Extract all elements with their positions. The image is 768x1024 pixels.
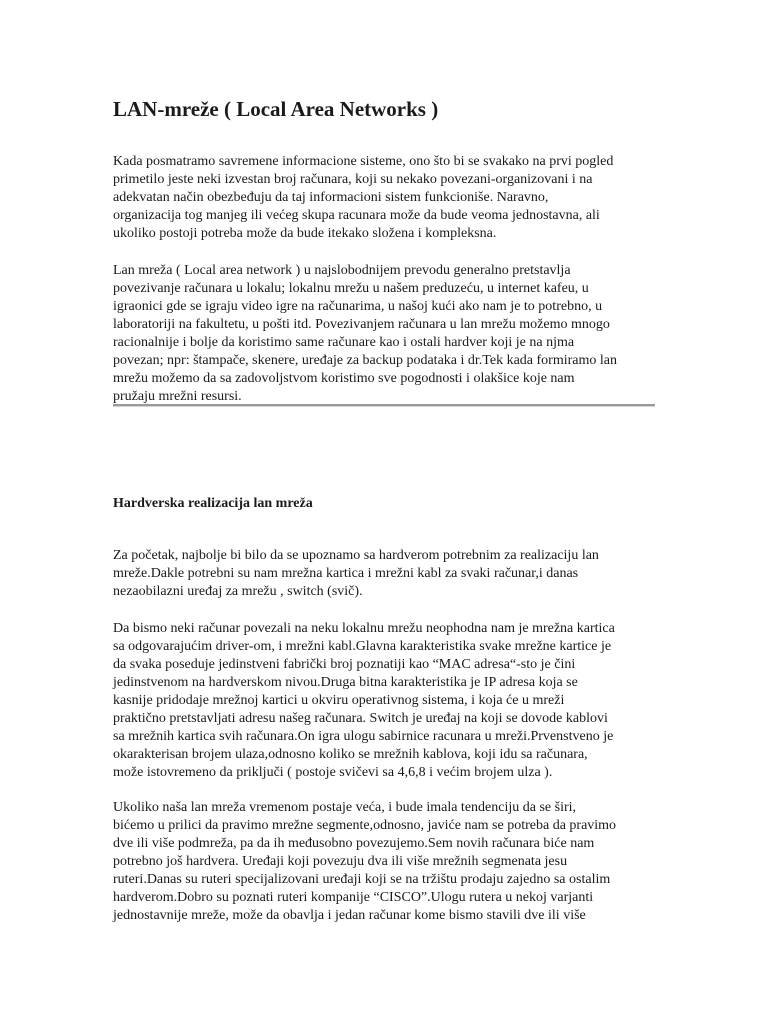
- text-line: Ukoliko naša lan mreža vremenom postaje veća, i bude imala tendenciju da se širi,: [113, 800, 577, 815]
- text-line: hardverom.Dobro su poznati ruteri kompanije “CISCO”.Ulogu rutera u nekoj varjanti: [113, 890, 594, 905]
- text-line: bićemo u prilici da pravimo mrežne segmente,odnosno, javiće nam se potreba da pravimo: [113, 818, 617, 833]
- text-line: sa odgovarajućim driver-om, i mrežni kabl.Glavna karakteristika svake mrežne kartice je: [113, 639, 612, 654]
- text-line: može istovremeno da priključi ( postoje svičevi sa 4,6,8 i većim brojem ulza ).: [113, 765, 553, 780]
- text-line: pružaju mrežni resursi.: [113, 389, 242, 404]
- page-title: LAN-mreže ( Local Area Networks ): [113, 97, 439, 121]
- paragraph-routers: [113, 799, 658, 925]
- text-line: organizacija tog manjeg ili većeg skupa racunara može da bude veoma jednostavna, ali: [113, 208, 600, 223]
- text-line: adekvatan način obezbeđuju da taj informacioni sistem funkcioniše. Naravno,: [113, 190, 549, 205]
- text-line: nezaobilazni uređaj za mrežu , switch (svič).: [113, 584, 363, 599]
- paragraph-lan-definition: [113, 262, 658, 406]
- paragraph-network-card: [113, 620, 658, 782]
- paragraph-intro: [113, 153, 658, 243]
- text-line: da svaka poseduje jedinstveni fabrički broj poznatiji kao “MAC adresa“-sto je čini: [113, 657, 576, 672]
- text-line: Kada posmatramo savremene informacione sisteme, ono što bi se svakako na prvi pogled: [113, 154, 614, 169]
- text-line: sa mrežnih kartica svih računara.On igra ulogu sabirnice racunara u mreži.Prvenstveno je: [113, 729, 614, 744]
- text-line: povezan; npr: štampače, skenere, uređaje za backup podataka i dr.Tek kada formiramo lan: [113, 353, 617, 368]
- text-line: potrebno još hardvera. Uređaji koji povezuju dva ili više mrežnih segmenata jesu: [113, 854, 568, 869]
- text-line: ukoliko postoji potreba može da bude itekako složena i kompleksna.: [113, 226, 497, 241]
- text-line: primetilo jeste neki izvestan broj računara, koji su nekako povezani-organizovani i na: [113, 172, 593, 187]
- text-line: dve ili više podmreža, pa da ih međusobno povezujemo.Sem novih računara biće nam: [113, 836, 595, 851]
- text-line: jedinstvenom na hardverskom nivou.Druga bitna karakteristika je IP adresa koja se: [113, 675, 578, 690]
- text-line: jednostavnije mreže, može da obavlja i jedan računar kome bismo stavili dve ili više: [113, 908, 586, 923]
- text-line: povezivanje računara u lokalu; lokalnu mrežu u našem preduzeću, u internet kafeu, u: [113, 281, 589, 296]
- text-line: ruteri.Danas su ruteri specijalizovani uređaji koji se na tržištu prodaju zajedno sa ostalim: [113, 872, 611, 887]
- horizontal-divider: [113, 404, 655, 407]
- text-line: Lan mreža ( Local area network ) u najslobodnijem prevodu generalno pretstavlja: [113, 263, 571, 278]
- paragraph-hardware-intro: [113, 547, 658, 601]
- text-line: laboratoriji na fakultetu, u pošti itd. Povezivanjem računara u lan mrežu možemo mnogo: [113, 317, 610, 332]
- text-line: okarakterisan brojem ulaza,odnosno koliko se mrežnih kablova, koji idu sa računara,: [113, 747, 588, 762]
- text-line: igraonici gde se igraju video igre na računarima, u našoj kući ako nam je to potrebno, u: [113, 299, 603, 314]
- text-line: mrežu možemo da sa zadovoljstvom koristimo sve pogodnosti i olakšice koje nam: [113, 371, 575, 386]
- text-line: mreže.Dakle potrebni su nam mrežna kartica i mrežni kabl za svaki računar,i danas: [113, 566, 579, 581]
- text-line: racionalnije i bolje da koristimo same računare kao i ostali hardver koji je na njma: [113, 335, 575, 350]
- section-heading: Hardverska realizacija lan mreža: [113, 496, 313, 511]
- text-line: praktično pretstavljati adresu našeg računara. Switch je uređaj na koji se dovode kablovi: [113, 711, 608, 726]
- text-line: Da bismo neki računar povezali na neku lokalnu mrežu neophodna nam je mrežna kartica: [113, 621, 615, 636]
- text-line: Za početak, najbolje bi bilo da se upoznamo sa hardverom potrebnim za realizaciju lan: [113, 548, 599, 563]
- text-line: kasnije pridodaje mrežnoj kartici u okviru operativnog sistema, i koja će u mreži: [113, 693, 565, 708]
